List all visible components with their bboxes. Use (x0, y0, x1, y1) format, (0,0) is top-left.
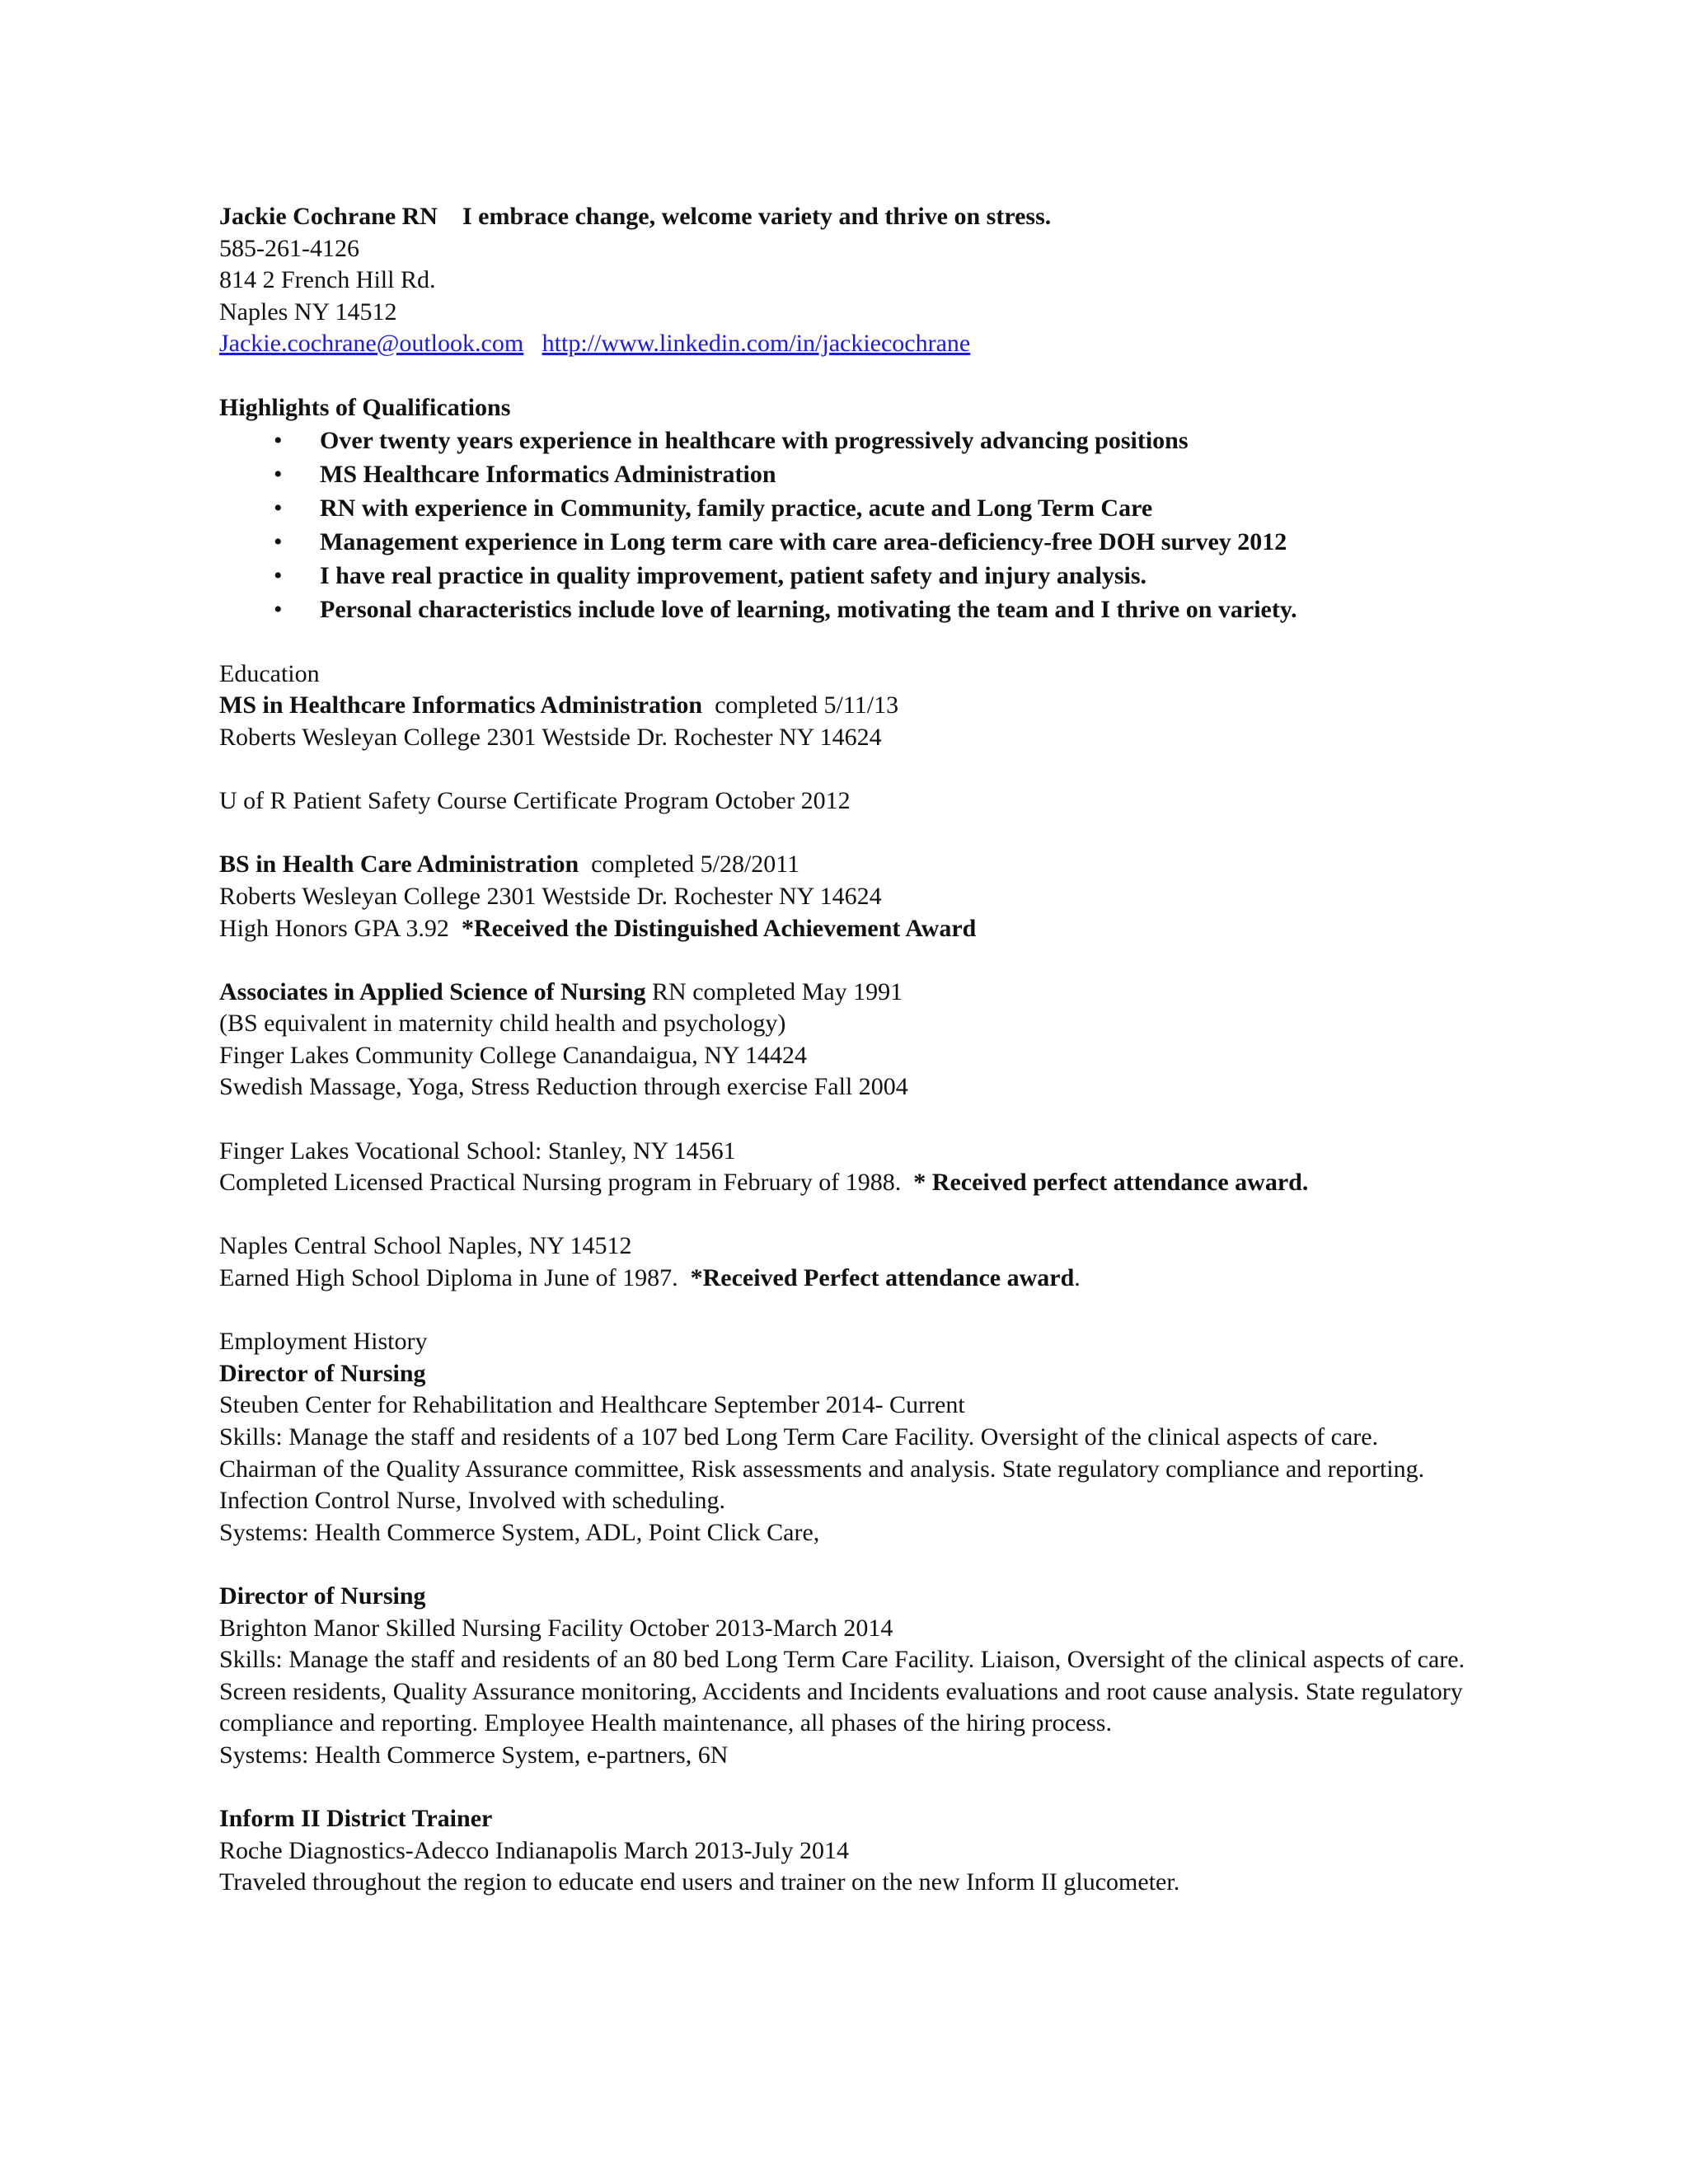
education-heading: Education (219, 659, 320, 687)
job-title: Director of Nursing (219, 1582, 426, 1610)
spacer (219, 1104, 1505, 1136)
voc-award: * Received perfect attendance award. (913, 1169, 1309, 1197)
hs-award: *Received Perfect attendance award (690, 1264, 1075, 1292)
bs-degree-line (219, 849, 1505, 881)
spacer (219, 944, 1505, 977)
highlight-item (219, 424, 1505, 457)
bs-award: *Received the Distinguished Achievement Award (461, 914, 977, 942)
job-org: Brighton Manor Skilled Nursing Facility October 2013-March 2014 (219, 1614, 893, 1642)
email-link[interactable]: Jackie.cochrane@outlook.com (219, 330, 524, 358)
spacer (219, 1295, 1505, 1327)
assoc-extra: Swedish Massage, Yoga, Stress Reduction through exercise Fall 2004 (219, 1073, 908, 1101)
address-line-1: 814 2 French Hill Rd. (219, 266, 436, 294)
highlight-text: Over twenty years experience in healthcare with progressively advancing positions (320, 427, 1189, 455)
assoc-degree: Associates in Applied Science of Nursing (219, 977, 646, 1005)
spacer (219, 360, 1505, 392)
bs-honors: High Honors GPA 3.92 (219, 914, 449, 942)
candidate-name: Jackie Cochrane RN (219, 203, 438, 230)
highlights-list (219, 424, 1505, 626)
job-skills: Skills: Manage the staff and residents of a 107 bed Long Term Care Facility. Oversight of the clinical aspects of care. Chairman of the Quality Assurance committee, Risk assessments and analysis. State regulatory compliance and reporting. Infection Control Nurse, Involved with scheduling. (219, 1423, 1425, 1515)
job-org: Roche Diagnostics-Adecco Indianapolis March 2013-July 2014 (219, 1836, 849, 1864)
highlight-text: Personal characteristics include love of learning, motivating the team and I thrive on variety. (320, 596, 1297, 624)
ms-completed: completed 5/11/13 (715, 691, 899, 719)
job-entry (219, 1581, 1505, 1772)
bs-honors-line (219, 913, 1505, 945)
highlight-text: RN with experience in Community, family practice, acute and Long Term Care (320, 494, 1153, 523)
ms-degree-line (219, 690, 1505, 722)
highlights-heading: Highlights of Qualifications (219, 393, 511, 421)
highlight-text: Management experience in Long term care with care area-deficiency-free DOH survey 2012 (320, 528, 1287, 556)
highlight-text: MS Healthcare Informatics Administration (320, 461, 776, 489)
job-title: Director of Nursing (219, 1359, 426, 1387)
hs-diploma-line (219, 1263, 1505, 1295)
job-systems: Systems: Health Commerce System, ADL, Point Click Care, (219, 1518, 820, 1546)
assoc-degree-line (219, 977, 1505, 1009)
highlight-item (219, 525, 1505, 559)
highlight-text: I have real practice in quality improvement, patient safety and injury analysis. (320, 562, 1147, 590)
bullet-icon: • (274, 461, 283, 489)
bullet-icon: • (274, 596, 283, 624)
highlight-item (219, 593, 1505, 626)
bullet-icon: • (274, 427, 283, 455)
resume-page (219, 201, 1505, 1899)
voc-program: Completed Licensed Practical Nursing program in February of 1988. (219, 1169, 902, 1197)
spacer (219, 1199, 1505, 1231)
job-description: Traveled throughout the region to educate end users and trainer on the new Inform II glucometer. (219, 1868, 1180, 1896)
bs-completed: completed 5/28/2011 (591, 851, 800, 879)
spacer (219, 1549, 1505, 1581)
spacer (219, 754, 1505, 786)
hs-diploma: Earned High School Diploma in June of 1987. (219, 1264, 678, 1292)
header-line (219, 201, 1505, 233)
tagline: I embrace change, welcome variety and thrive on stress. (462, 203, 1052, 230)
job-systems: Systems: Health Commerce System, e-partners, 6N (219, 1741, 729, 1769)
ms-school: Roberts Wesleyan College 2301 Westside Dr. Rochester NY 14624 (219, 723, 882, 751)
highlight-item (219, 559, 1505, 593)
job-entry (219, 1803, 1505, 1899)
contact-links (219, 328, 1505, 360)
bs-degree: BS in Health Care Administration (219, 851, 579, 879)
assoc-school: Finger Lakes Community College Canandaigua, NY 14424 (219, 1041, 807, 1069)
highlight-item (219, 457, 1505, 491)
voc-school: Finger Lakes Vocational School: Stanley, NY 14561 (219, 1137, 736, 1165)
linkedin-link[interactable]: http://www.linkedin.com/in/jackiecochrane (542, 330, 971, 358)
bullet-icon: • (274, 528, 283, 556)
assoc-note: (BS equivalent in maternity child health and psychology) (219, 1010, 786, 1038)
job-skills: Skills: Manage the staff and residents of an 80 bed Long Term Care Facility. Liaison, Oversight of the clinical aspects of care. Screen residents, Quality Assurance monitoring, Accidents and Incidents evaluations and root cause analysis. State regulatory compliance and reporting. Employee Health maintenance, all phases of the hiring process. (219, 1646, 1465, 1737)
assoc-completed: RN completed May 1991 (652, 977, 903, 1005)
hs-school: Naples Central School Naples, NY 14512 (219, 1232, 632, 1260)
phone: 585-261-4126 (219, 234, 359, 262)
voc-program-line (219, 1167, 1505, 1199)
spacer (219, 626, 1505, 658)
bs-school: Roberts Wesleyan College 2301 Westside Dr. Rochester NY 14624 (219, 882, 882, 910)
job-title: Inform II District Trainer (219, 1805, 493, 1833)
address-line-2: Naples NY 14512 (219, 298, 397, 326)
spacer (219, 1772, 1505, 1804)
hs-period: . (1074, 1264, 1081, 1292)
job-entry (219, 1358, 1505, 1549)
bullet-icon: • (274, 494, 283, 523)
job-org: Steuben Center for Rehabilitation and Healthcare September 2014- Current (219, 1391, 965, 1419)
spacer (219, 818, 1505, 850)
ms-degree: MS in Healthcare Informatics Administration (219, 691, 703, 719)
uofr-certificate: U of R Patient Safety Course Certificate Program October 2012 (219, 787, 851, 815)
highlight-item (219, 491, 1505, 525)
employment-heading: Employment History (219, 1328, 428, 1356)
bullet-icon: • (274, 562, 283, 590)
